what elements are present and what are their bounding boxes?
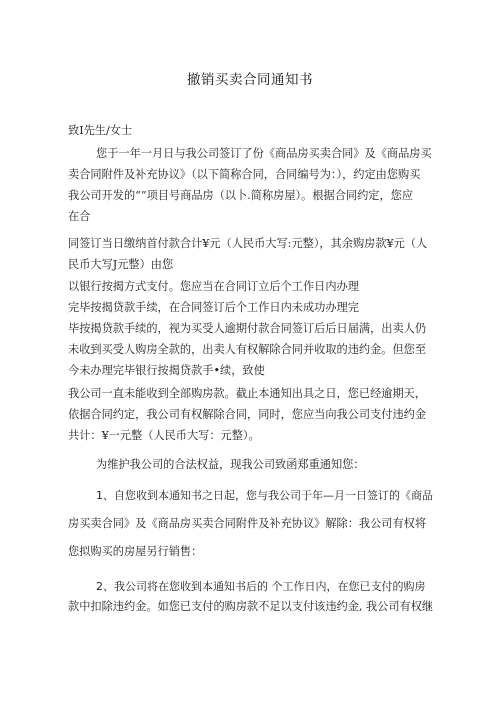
body-line: 共计：¥一元整（人民币大写：元整）。 xyxy=(68,429,260,442)
body-line: 未收到买受人购房全款的，出卖人有权解除合同并收取的违约金。但您至 xyxy=(68,343,427,356)
body-line: 同签订当日缴纳首付款合计¥元（人民币大写:元整），其余购房款¥元（人 xyxy=(68,237,428,250)
clause-1-line: 房买卖合同》及《商品房买卖合同附件及补充协议》解除：我公司有权将 xyxy=(68,517,427,530)
body-line: 我公司一直未能收到全部购房款。截止本通知出具之日，您已经逾期天， xyxy=(68,387,427,400)
body-line: 今未办理完毕银行按揭贷款手•续，致使 xyxy=(68,364,265,377)
notice-intro: 为维护我公司的合法权益，现我公司致函郑重通知您： xyxy=(96,458,365,471)
body-line: 以银行按揭方式支付。您应当在合同订立后个工作日内办理 xyxy=(68,280,359,293)
body-line: 您于一年一月日与我公司签订了份《商品房买卖合同》及《商品房买 xyxy=(96,147,432,160)
body-line: 完毕按揭贷款手续，在合同签订后个工作日内未成功办理完 xyxy=(68,301,359,314)
clause-1-line: 1、自您收到本通知书之日起，您与我公司于年—月一日签订的《商品 xyxy=(96,489,433,502)
salutation: 致I先生/女士 xyxy=(68,124,133,137)
body-line: 依据合同约定，我公司有权解除合同，同时，您应当向我公司支付违约金 xyxy=(68,408,427,421)
clause-1-line: 您拟购买的房屋另行销售： xyxy=(68,545,203,558)
body-line: 在合 xyxy=(68,210,91,223)
clause-2-line: 款中扣除违约金。如您已支付的购房款不足以支付该违约金, 我公司有权继 xyxy=(68,600,434,613)
body-line: 毕按揭贷款手续的，视为买受人逾期付款合同签订后后日届满，出卖人仍 xyxy=(68,322,427,335)
body-line: 民币大写J元整）由您 xyxy=(68,258,174,271)
body-line: 卖合同附件及补充协议》（以下简称合同，合同编号为：），约定由您购买 xyxy=(68,168,421,181)
document-title: 撤销买卖合同通知书 xyxy=(187,72,313,88)
body-line: 我公司开发的“”项目号商品房（以卜.简称房屋）。根据合同约定，您应 xyxy=(68,189,414,202)
clause-2-line: 2、我公司将在您收到本通知书后的 个工作日内，在您已支付的购房 xyxy=(96,580,426,593)
